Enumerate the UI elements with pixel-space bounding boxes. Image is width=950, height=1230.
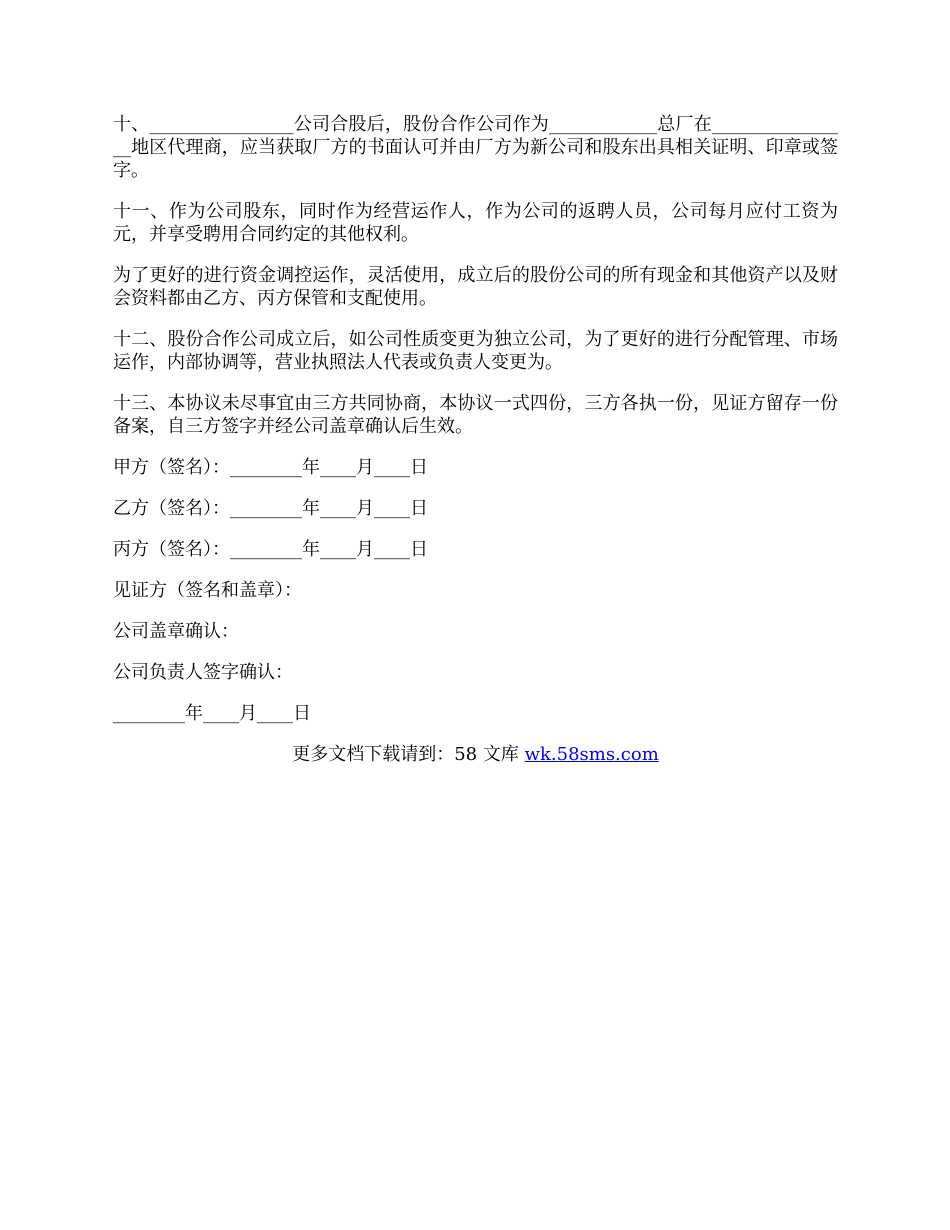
footer-link[interactable]: wk.58sms.com [524,744,659,765]
clause-thirteen: 十三、本协议未尽事宜由三方共同协商，本协议一式四份，三方各执一份，见证方留存一份备案，自三方签字并经公司盖章确认后生效。 [113,393,838,437]
footer-prefix: 更多文档下载请到：58 文库 [292,744,525,765]
clause-funds: 为了更好的进行资金调控运作，灵活使用，成立后的股份公司的所有现金和其他资产以及财会资料都由乙方、丙方保管和支配使用。 [113,265,838,309]
download-footer [113,743,838,766]
company-seal-confirmation: 公司盖章确认： [113,621,239,642]
party-b-signature: 乙方（签名）：________年____月____日 [113,498,428,519]
company-head-signature: 公司负责人签字确认： [113,662,293,683]
witness-signature: 见证方（签名和盖章）： [113,580,302,601]
party-c-signature: 丙方（签名）：________年____月____日 [113,539,428,560]
clause-ten: 十、________________公司合股后，股份合作公司作为____________总厂在________________地区代理商，应当获取厂方的书面认可并由厂方为新公司和股东出具相关证明、印章或签字。 [113,114,838,181]
final-date-line: ________年____月____日 [113,703,311,724]
party-a-signature: 甲方（签名）：________年____月____日 [113,457,428,478]
clause-eleven: 十一、作为公司股东，同时作为经营运作人，作为公司的返聘人员，公司每月应付工资为元，并享受聘用合同约定的其他权利。 [113,201,838,245]
clause-twelve: 十二、股份合作公司成立后，如公司性质变更为独立公司，为了更好的进行分配管理、市场运作，内部协调等，营业执照法人代表或负责人变更为。 [113,329,838,373]
